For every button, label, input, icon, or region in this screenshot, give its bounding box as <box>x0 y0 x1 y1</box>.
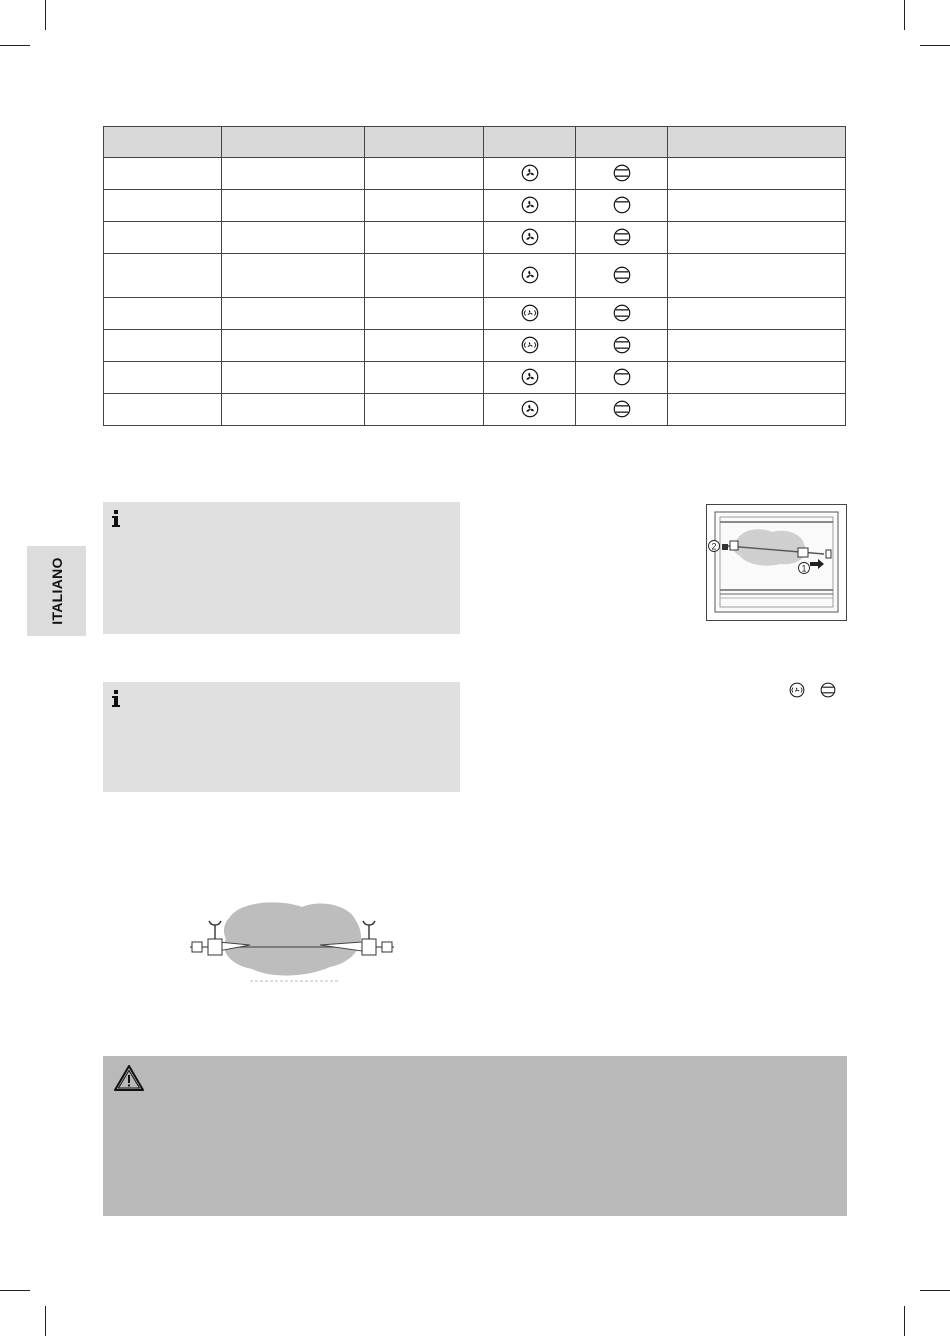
table-cell <box>222 362 365 394</box>
fan-icon <box>521 266 539 284</box>
top-heat-icon <box>613 368 631 386</box>
top-bottom-heat-icon <box>613 336 631 354</box>
table-cell <box>104 222 222 254</box>
table-cell <box>484 190 576 222</box>
table-row <box>104 330 846 362</box>
warning-icon <box>113 1064 145 1092</box>
language-tab <box>27 546 86 636</box>
table-header-cell <box>365 127 484 158</box>
table-cell <box>365 394 484 426</box>
info-note <box>103 682 460 792</box>
table-cell <box>668 330 846 362</box>
table-header-cell <box>576 127 668 158</box>
warning-box <box>103 1056 847 1216</box>
table-row <box>104 298 846 330</box>
table-cell <box>365 362 484 394</box>
table-cell <box>365 190 484 222</box>
top-bottom-heat-icon <box>820 682 836 698</box>
table-cell <box>576 330 668 362</box>
table-header-cell <box>222 127 365 158</box>
crop-mark <box>920 45 950 46</box>
fan-icon <box>521 228 539 246</box>
table-row <box>104 394 846 426</box>
fan-icon <box>521 368 539 386</box>
fan-ring-heat-icon <box>521 336 539 354</box>
language-tab-label: ITALIANO <box>48 557 65 625</box>
table-row <box>104 254 846 298</box>
crop-mark <box>45 1306 46 1336</box>
crop-mark <box>0 45 30 46</box>
table-cell <box>576 190 668 222</box>
table-cell <box>576 394 668 426</box>
table-cell <box>668 362 846 394</box>
top-bottom-heat-icon <box>613 400 631 418</box>
rotisserie-spit-illustration <box>190 895 394 985</box>
table-row <box>104 158 846 190</box>
table-cell <box>104 158 222 190</box>
table-cell <box>222 158 365 190</box>
table-header-cell <box>104 127 222 158</box>
fan-icon <box>521 164 539 182</box>
table-cell <box>222 394 365 426</box>
table-cell <box>484 222 576 254</box>
table-cell <box>104 330 222 362</box>
oven-rotisserie-illustration <box>706 504 847 621</box>
info-icon <box>111 690 121 708</box>
table-cell <box>104 298 222 330</box>
table-cell <box>484 158 576 190</box>
fan-icon <box>521 196 539 214</box>
table-cell <box>104 190 222 222</box>
table-cell <box>104 362 222 394</box>
fan-icon <box>521 400 539 418</box>
table-cell <box>576 298 668 330</box>
crop-mark <box>0 1290 30 1291</box>
table-cell <box>222 222 365 254</box>
table-header-row <box>104 127 846 158</box>
top-bottom-heat-icon <box>613 304 631 322</box>
table-cell <box>576 362 668 394</box>
info-icon <box>111 510 121 528</box>
info-note <box>103 502 460 634</box>
table-header-cell <box>484 127 576 158</box>
table-cell <box>104 254 222 298</box>
table-cell <box>365 254 484 298</box>
table-cell <box>365 330 484 362</box>
table-cell <box>484 362 576 394</box>
table-cell <box>222 298 365 330</box>
table-header-cell <box>668 127 846 158</box>
top-bottom-heat-icon <box>613 266 631 284</box>
step-two-label: 2 <box>711 541 717 552</box>
crop-mark <box>920 1290 950 1291</box>
table-cell <box>365 222 484 254</box>
table-cell <box>365 298 484 330</box>
fan-ring-heat-icon <box>521 304 539 322</box>
table-cell <box>222 254 365 298</box>
top-heat-icon <box>613 196 631 214</box>
step-one-label: 1 <box>801 563 807 574</box>
table-cell <box>365 158 484 190</box>
table-cell <box>576 254 668 298</box>
top-bottom-heat-icon <box>613 228 631 246</box>
fan-ring-heat-icon <box>789 682 805 698</box>
table-cell <box>668 190 846 222</box>
table-cell <box>668 222 846 254</box>
crop-mark <box>904 1306 905 1336</box>
table-cell <box>576 158 668 190</box>
table-cell <box>576 222 668 254</box>
table-row <box>104 190 846 222</box>
table-cell <box>668 254 846 298</box>
table-cell <box>484 254 576 298</box>
table-cell <box>484 298 576 330</box>
table-cell <box>222 330 365 362</box>
crop-mark <box>904 0 905 30</box>
table-row <box>104 362 846 394</box>
table-cell <box>222 190 365 222</box>
table-cell <box>668 158 846 190</box>
table-cell <box>484 330 576 362</box>
table-cell <box>484 394 576 426</box>
top-bottom-heat-icon <box>613 164 631 182</box>
table-cell <box>668 298 846 330</box>
table-cell <box>668 394 846 426</box>
table-cell <box>104 394 222 426</box>
table-row <box>104 222 846 254</box>
crop-mark <box>45 0 46 30</box>
cooking-table <box>103 126 846 426</box>
